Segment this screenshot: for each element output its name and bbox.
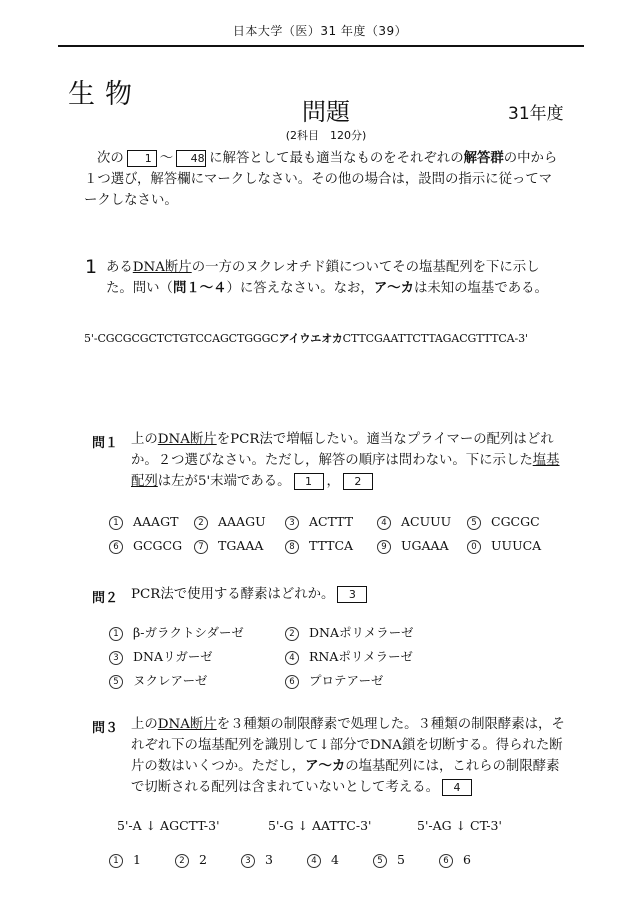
option-text: ACTTT bbox=[309, 514, 354, 529]
option-number: 2 bbox=[285, 627, 299, 641]
instructions bbox=[84, 148, 564, 211]
option-text: 5 bbox=[397, 852, 405, 867]
sub1-text-c: は左が5'末端である。 bbox=[157, 474, 291, 489]
option-number: 5 bbox=[467, 516, 481, 530]
option-number: 3 bbox=[285, 516, 299, 530]
option-text: TTTCA bbox=[309, 538, 354, 553]
sub3-text-dna: DNA断片 bbox=[157, 717, 217, 732]
option-item[interactable] bbox=[285, 623, 414, 641]
sub3-options bbox=[109, 852, 569, 872]
option-text: GCGCG bbox=[133, 538, 183, 553]
option-text: UGAAA bbox=[401, 538, 449, 553]
sub1-text-ul: 塩基配列 bbox=[131, 453, 560, 489]
option-number: 3 bbox=[241, 854, 255, 868]
header-rule bbox=[58, 45, 584, 47]
option-text: 4 bbox=[331, 852, 339, 867]
option-number: 1 bbox=[109, 627, 123, 641]
option-item[interactable] bbox=[285, 514, 353, 530]
sub1-text bbox=[131, 429, 566, 492]
sub1-options bbox=[109, 514, 569, 564]
option-text: 3 bbox=[265, 852, 273, 867]
sub2-question: PCR法で使用する酵素はどれか。 bbox=[131, 587, 335, 602]
instructions-mid: に解答として最も適当なものをそれぞれの bbox=[209, 151, 464, 166]
sub1-comma: ， bbox=[326, 474, 340, 489]
page-title: 問題 bbox=[302, 98, 350, 126]
answer-box-3: 3 bbox=[337, 586, 367, 603]
instructions-bold: 解答群 bbox=[463, 150, 504, 166]
option-text: ACUUU bbox=[401, 514, 452, 529]
answer-box-4: 4 bbox=[442, 779, 472, 796]
instructions-pre: 次の bbox=[97, 151, 124, 166]
option-number: 6 bbox=[285, 675, 299, 689]
sub1-text-a: 上の bbox=[131, 432, 158, 447]
sub2-label: 問２ bbox=[92, 591, 119, 606]
option-item[interactable] bbox=[307, 852, 339, 868]
dna-sequence bbox=[84, 330, 528, 346]
answer-box-last: 48 bbox=[176, 150, 206, 167]
option-text: プロテアーゼ bbox=[309, 673, 384, 688]
option-number: 2 bbox=[194, 516, 208, 530]
sub1-label: 問１ bbox=[92, 436, 119, 451]
exam-year: 31年度 bbox=[508, 104, 564, 124]
option-number: 8 bbox=[285, 540, 299, 554]
sub1-text-dna: DNA断片 bbox=[157, 432, 217, 447]
answer-box-1: 1 bbox=[294, 473, 324, 490]
intro-a: ある bbox=[106, 260, 133, 275]
option-item[interactable] bbox=[109, 671, 207, 689]
page-header: 日本大学（医）31 年度（39） bbox=[232, 24, 408, 38]
option-number: 9 bbox=[377, 540, 391, 554]
option-number: 6 bbox=[439, 854, 453, 868]
time-info: (2科目 120分) bbox=[285, 129, 367, 142]
option-number: 4 bbox=[285, 651, 299, 665]
option-number: 3 bbox=[109, 651, 123, 665]
option-item[interactable] bbox=[285, 671, 383, 689]
option-text: CGCGC bbox=[491, 514, 540, 529]
sub3-text-a: 上の bbox=[131, 717, 158, 732]
option-number: 5 bbox=[373, 854, 387, 868]
instructions-tilde: 〜 bbox=[159, 151, 174, 166]
sub3-text bbox=[131, 714, 566, 798]
option-number: 2 bbox=[175, 854, 189, 868]
sequence-pre: 5'-CGCGCGCTCTGTCCAGCTGGGC bbox=[84, 332, 279, 345]
restriction-site-2: 5'-G ↓ AATTC-3' bbox=[268, 818, 372, 833]
restriction-site-1: 5'-A ↓ AGCTT-3' bbox=[117, 818, 220, 833]
option-item[interactable] bbox=[467, 514, 540, 530]
intro-b: の一方のヌクレオチド鎖についてその塩基配列を下に示した。問い（ bbox=[106, 260, 540, 296]
option-text: DNAリガーゼ bbox=[133, 649, 213, 664]
option-item[interactable] bbox=[241, 852, 273, 868]
option-text: 6 bbox=[463, 852, 471, 867]
sub3-label: 問３ bbox=[92, 721, 119, 736]
question-number: 1 bbox=[85, 256, 98, 278]
option-item[interactable] bbox=[194, 538, 263, 554]
sub3-text-bold: ア〜カ bbox=[305, 758, 346, 774]
option-item[interactable] bbox=[285, 647, 413, 665]
sub3-text-c: の塩基配列には，これらの制限酵素で切断される配列は含まれていないとして考える。 bbox=[131, 759, 560, 795]
option-text: AAAGU bbox=[218, 514, 266, 529]
option-number: 5 bbox=[109, 675, 123, 689]
option-text: 2 bbox=[199, 852, 207, 867]
option-text: TGAAA bbox=[218, 538, 264, 553]
option-item[interactable] bbox=[194, 514, 266, 530]
option-item[interactable] bbox=[285, 538, 353, 554]
option-item[interactable] bbox=[175, 852, 207, 868]
option-text: ヌクレアーゼ bbox=[133, 673, 208, 688]
answer-box-2: 2 bbox=[343, 473, 373, 490]
option-item[interactable] bbox=[377, 514, 451, 530]
intro-bold2: ア〜カ bbox=[373, 280, 414, 296]
option-item[interactable] bbox=[373, 852, 405, 868]
option-item[interactable] bbox=[439, 852, 471, 868]
subject-title: 生物 bbox=[68, 79, 142, 110]
sequence-unknown: アイウエオカ bbox=[278, 332, 343, 345]
option-item[interactable] bbox=[109, 514, 178, 530]
option-text: AAAGT bbox=[133, 514, 179, 529]
option-text: 1 bbox=[133, 852, 141, 867]
option-item[interactable] bbox=[377, 538, 449, 554]
sub2-options bbox=[109, 623, 569, 693]
option-item[interactable] bbox=[109, 647, 213, 665]
option-item[interactable] bbox=[109, 623, 244, 641]
sub2-text bbox=[131, 584, 566, 605]
instructions-post: の中から１つ選び，解答欄にマークしなさい。その他の場合は，設問の指示に従ってマークしなさい。 bbox=[84, 151, 558, 208]
restriction-site-3: 5'-AG ↓ CT-3' bbox=[417, 818, 502, 833]
option-item[interactable] bbox=[467, 538, 541, 554]
option-number: 1 bbox=[109, 854, 123, 868]
option-number: 6 bbox=[109, 540, 123, 554]
option-number: 1 bbox=[109, 516, 123, 530]
answer-box-first: 1 bbox=[127, 150, 157, 167]
option-text: β-ガラクトシダーゼ bbox=[133, 625, 244, 640]
intro-bold: 問１〜４ bbox=[172, 280, 227, 296]
option-number: 7 bbox=[194, 540, 208, 554]
option-number: 0 bbox=[467, 540, 481, 554]
sub1-text-b: をPCR法で増幅したい。適当なプライマーの配列はどれか。２つ選びなさい。ただし，解答の順序は問わない。下に示した bbox=[131, 432, 554, 468]
sub3-text-b: を３種類の制限酵素で処理した。３種類の制限酵素は，それぞれ下の塩基配列を識別して↓部分でDNA鎖を切断する。得られた断片の数はいくつか。ただし， bbox=[131, 717, 565, 774]
question-intro bbox=[106, 257, 564, 299]
intro-d: は未知の塩基である。 bbox=[413, 281, 548, 296]
option-item[interactable] bbox=[109, 852, 141, 868]
option-number: 4 bbox=[377, 516, 391, 530]
intro-c: ）に答えなさい。なお， bbox=[226, 281, 374, 296]
sequence-post: CTTCGAATTCTTAGACGTTTCA-3' bbox=[342, 332, 528, 345]
option-text: UUUCA bbox=[491, 538, 542, 553]
option-item[interactable] bbox=[109, 538, 182, 554]
intro-dna: DNA断片 bbox=[132, 260, 192, 275]
option-text: DNAポリメラーゼ bbox=[309, 625, 414, 640]
option-text: RNAポリメラーゼ bbox=[309, 649, 413, 664]
option-number: 4 bbox=[307, 854, 321, 868]
